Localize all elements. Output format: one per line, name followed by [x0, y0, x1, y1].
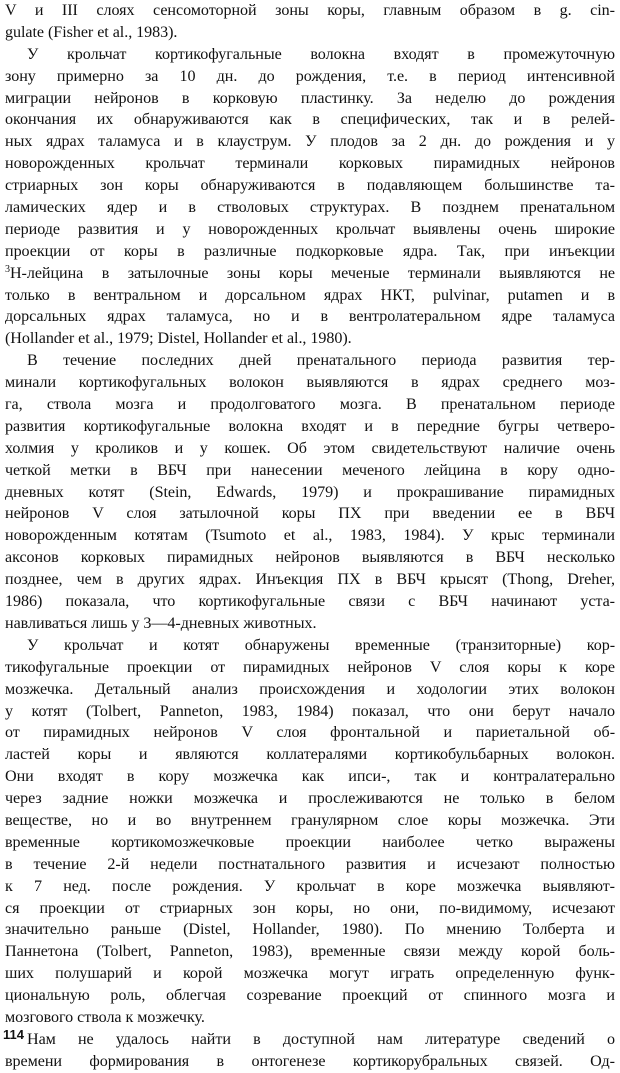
text-line: (Hollander et al., 1979; Distel, Hollander et al., 1980).	[5, 330, 352, 348]
text-line: только в вентральном и дорсальном ядрах НКТ, pulvinar, putamen и в	[5, 286, 615, 304]
text-line: аксонов корковых пирамидных нейронов выявляются в ВБЧ несколько	[5, 549, 615, 567]
text-line: к 7 нед. после рождения. У крольчат в коре мозжечка выявляют-	[5, 877, 615, 895]
text-line: миграции нейронов в корковую пластинку. За неделю до рождения	[5, 89, 615, 107]
text-line: окончания их обнаруживаются как в специфических, так и в релей-	[5, 111, 615, 129]
text-line: минали кортикофугальных волокон выявляются в ядрах среднего моз-	[5, 374, 615, 392]
text-line: ших полушарий и корой мозжечка могут играть определенную функ-	[5, 965, 615, 983]
text-line: значительно раньше (Distel, Hollander, 1980). По мнению Толберта и	[5, 921, 615, 939]
body-text	[5, 0, 615, 1073]
text-line: навливаться лишь у 3—4-дневных животных.	[5, 614, 317, 632]
text-line: проекции от коры в различные подкорковые ядра. Так, при инъекции	[5, 242, 615, 260]
text-line: у котят (Tolbert, Panneton, 1983, 1984) показал, что они берут начало	[5, 702, 615, 720]
text-line: циональную роль, облегчая созревание проекций от спинного мозга и	[5, 987, 615, 1005]
text-line: холмия у кроликов и у кошек. Об этом свидетельствуют наличие очень	[5, 439, 615, 457]
text-line: ся проекции от стриарных зон коры, но они, по-видимому, исчезают	[5, 899, 615, 917]
text-line: У крольчат и котят обнаружены временные (транзиторные) кор-	[27, 636, 615, 654]
isotope-superscript: 3	[5, 263, 10, 275]
text-line: развития кортикофугальные волокна входят и в передние бугры четверо-	[5, 417, 615, 435]
text-line: га, ствола мозга и продолговатого мозга. В пренатальном периоде	[5, 396, 615, 414]
text-line: зону примерно за 10 дн. до рождения, т.е. в период интенсивной	[5, 67, 615, 85]
text-line: дневных котят (Stein, Edwards, 1979) и прокрашивание пирамидных	[5, 483, 615, 501]
text-line: времени формирования в онтогенезе кортикорубральных связей. Од-	[5, 1052, 615, 1070]
text-line: стриарных зон коры обнаруживаются в подавляющем большинстве та-	[5, 177, 615, 195]
text-line: веществе, но и во внутреннем гранулярном слое коры мозжечка. Эти	[5, 811, 615, 829]
text-line: позднее, чем в других ядрах. Инъекция ПХ в ВБЧ крысят (Thong, Dreher,	[5, 571, 615, 589]
text-line: мозжечка. Детальный анализ происхождения и ходологии этих волокон	[5, 680, 615, 698]
text-line: 1986) показала, что кортикофугальные связи с ВБЧ начинают уста-	[5, 593, 615, 611]
text-line: ластей коры и являются коллатералями кортикобульбарных волокон.	[5, 746, 615, 764]
text-line: gulate (Fisher et al., 1983).	[5, 23, 178, 41]
text-line: от пирамидных нейронов V слоя фронтальной и париетальной об-	[5, 724, 615, 742]
text-line: Нам не удалось найти в доступной нам литературе сведений о	[27, 1030, 615, 1048]
text-line-with-isotope	[5, 263, 615, 285]
text-line: V и III слоях сенсомоторной зоны коры, главным образом в g. cin-	[5, 2, 615, 19]
text-line: В течение последних дней пренатального периода развития тер-	[27, 352, 615, 370]
text-line: периоде развития и у новорожденных крольчат выявлены очень широкие	[5, 220, 615, 238]
text-line: через задние ножки мозжечка и прослеживаются не только в белом	[5, 790, 615, 808]
text-line: новорожденных крольчат терминали корковых пирамидных нейронов	[5, 155, 615, 173]
page-number: 114	[3, 1027, 24, 1042]
text-line: У крольчат кортикофугальные волокна входят в промежуточную	[27, 45, 615, 63]
text-line: ламических ядер и в стволовых структурах. В позднем пренатальном	[5, 199, 615, 217]
text-line: в течение 2-й недели постнатального развития и исчезают полностью	[5, 855, 615, 873]
text-line: временные кортикомозжечковые проекции наиболее четко выражены	[5, 833, 615, 851]
text-line: дорсальных ядрах таламуса, но и в вентролатеральном ядре таламуса	[5, 308, 615, 326]
text-line: новорожденным котятам (Tsumoto et al., 1983, 1984). У крыс терминали	[5, 527, 615, 545]
text-line: тикофугальные проекции от пирамидных нейронов V слоя коры к коре	[5, 658, 615, 676]
text-line: четкой метки в ВБЧ при нанесении меченого лейцина в кору одно-	[5, 461, 615, 479]
text-line: Они входят в кору мозжечка как ипси-, так и контралатерально	[5, 768, 615, 786]
text-line: Паннетона (Tolbert, Panneton, 1983), временные связи между корой боль-	[5, 943, 615, 961]
text-line: ных ядрах таламуса и в клауструм. У плодов за 2 дн. до рождения и у	[5, 133, 615, 151]
text-line: мозгового ствола к мозжечку.	[5, 1008, 205, 1026]
text-line-content: H-лейцина в затылочные зоны коры меченые терминали выявляются не	[9, 264, 615, 282]
text-line: нейронов V слоя затылочной коры ПХ при введении ее в ВБЧ	[5, 505, 615, 523]
